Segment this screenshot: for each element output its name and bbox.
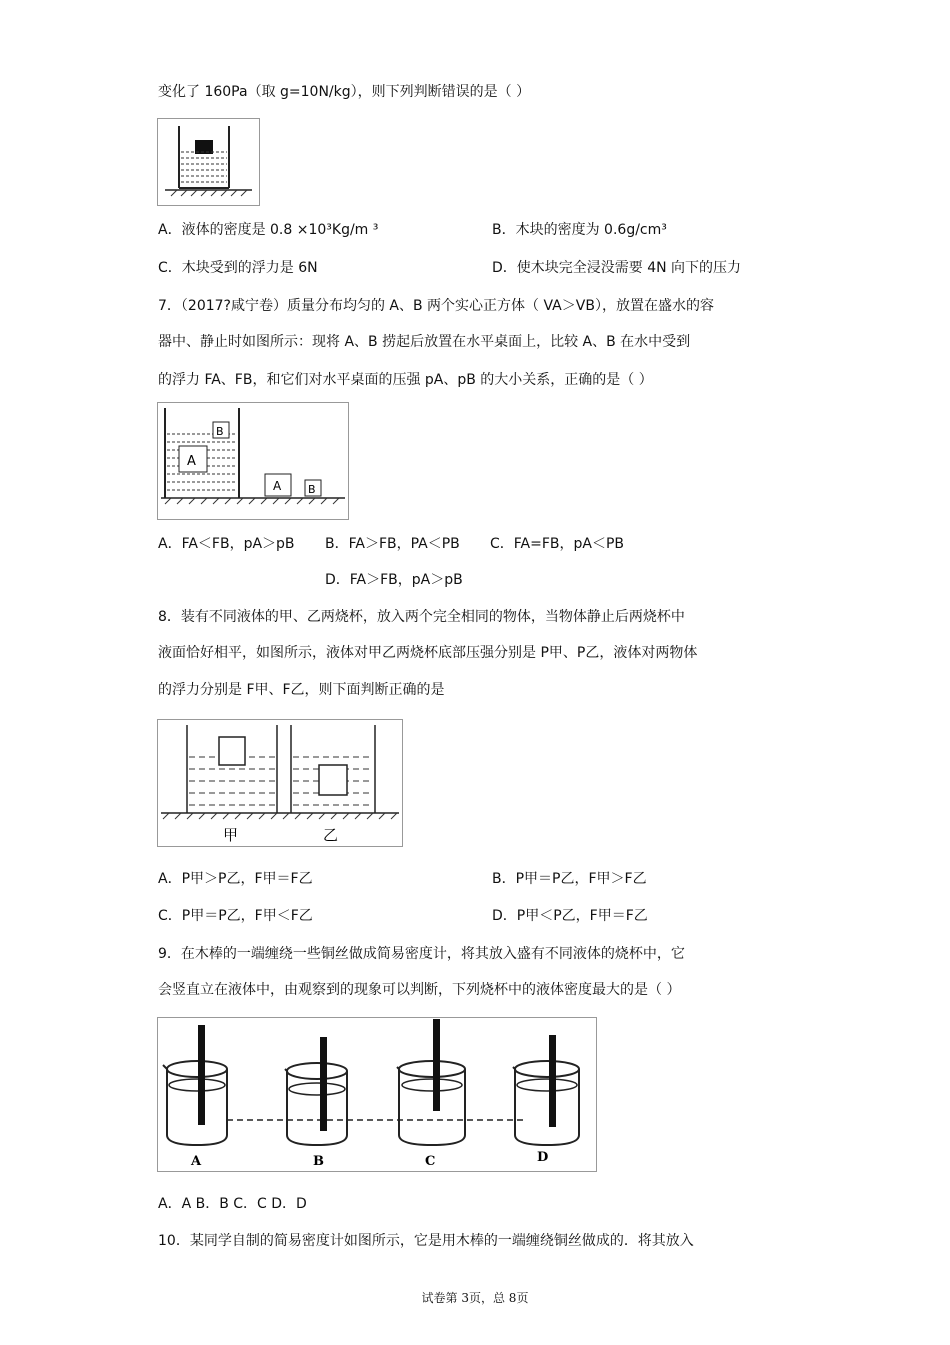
q8-fig-label-yi: 乙 [323, 826, 339, 844]
beaker-d [513, 1035, 579, 1165]
q7-option-b[interactable]: B．FA＞FB，PA＜PB [325, 536, 460, 552]
q7-fig-label-a2: A [273, 479, 282, 493]
page-footer: 试卷第 3页，总 8页 [421, 1291, 529, 1305]
q7-option-c[interactable]: C．FA=FB，pA＜PB [490, 536, 625, 552]
q8-option-a[interactable]: A．P甲＞P乙，F甲＝F乙 [158, 871, 313, 887]
q8-line1: 8．装有不同液体的甲、乙两烧杯，放入两个完全相同的物体，当物体静止后两烧杯中 [158, 609, 685, 625]
q7-fig-label-a: A [187, 454, 196, 469]
q7-line1: 7．（2017?咸宁卷）质量分布均匀的 A、B 两个实心正方体（ VA＞VB），放置在盛水的容 [158, 298, 714, 314]
q8-figure [157, 719, 403, 847]
q8-line2: 液面恰好相平，如图所示，液体对甲乙两烧杯底部压强分别是 P甲、P乙，液体对两物体 [158, 645, 698, 661]
q6-option-c[interactable]: C．木块受到的浮力是 6N [158, 260, 318, 276]
q7-line2: 器中、静止时如图所示：现将 A、B 捞起后放置在水平桌面上，比较 A、B 在水中受到 [158, 334, 691, 350]
q8-option-c[interactable]: C．P甲＝P乙，F甲＜F乙 [158, 908, 313, 924]
q9-figure [157, 1017, 597, 1172]
q8-option-b[interactable]: B．P甲＝P乙，F甲＞F乙 [492, 871, 647, 887]
q7-figure [157, 402, 349, 520]
q6-stem-end: 变化了 160Pa（取 g=10N/kg），则下列判断错误的是（ ） [158, 84, 531, 100]
q9-fig-label-a: A [191, 1154, 202, 1169]
q10-line1: 10．某同学自制的简易密度计如图所示，它是用木棒的一端缠绕铜丝做成的．将其放入 [158, 1233, 694, 1249]
q9-line1: 9．在木棒的一端缠绕一些铜丝做成简易密度计，将其放入盛有不同液体的烧杯中，它 [158, 946, 685, 962]
q6-figure [157, 118, 260, 206]
q9-fig-label-d: D [537, 1150, 549, 1165]
q7-fig-label-b: B [216, 425, 224, 438]
beaker-b [285, 1037, 347, 1169]
q6-option-a[interactable]: A．液体的密度是 0.8 ×10³Kg/m ³ [158, 222, 379, 238]
q8-option-d[interactable]: D．P甲＜P乙，F甲＝F乙 [492, 908, 648, 924]
beaker-c [397, 1019, 465, 1169]
beaker-a [163, 1025, 227, 1169]
q7-option-a[interactable]: A．FA＜FB，pA＞pB [158, 536, 295, 552]
q9-fig-label-b: B [313, 1154, 324, 1169]
q7-line3: 的浮力 FA、FB，和它们对水平桌面的压强 pA、pB 的大小关系，正确的是（ ） [158, 372, 653, 388]
q8-line3: 的浮力分别是 F甲、F乙，则下面判断正确的是 [158, 682, 445, 698]
q9-fig-label-c: C [425, 1154, 436, 1169]
q7-option-d[interactable]: D．FA＞FB，pA＞pB [325, 572, 463, 588]
q6-option-b[interactable]: B．木块的密度为 0.6g/cm³ [492, 222, 667, 238]
q6-option-d[interactable]: D．使木块完全浸没需要 4N 向下的压力 [492, 260, 742, 276]
q7-fig-label-b2: B [308, 483, 316, 496]
q9-options[interactable]: A．A B．B C．C D．D [158, 1196, 307, 1212]
q9-line2: 会竖直立在液体中，由观察到的现象可以判断，下列烧杯中的液体密度最大的是（ ） [158, 982, 681, 998]
q8-fig-label-jia: 甲 [223, 826, 239, 844]
